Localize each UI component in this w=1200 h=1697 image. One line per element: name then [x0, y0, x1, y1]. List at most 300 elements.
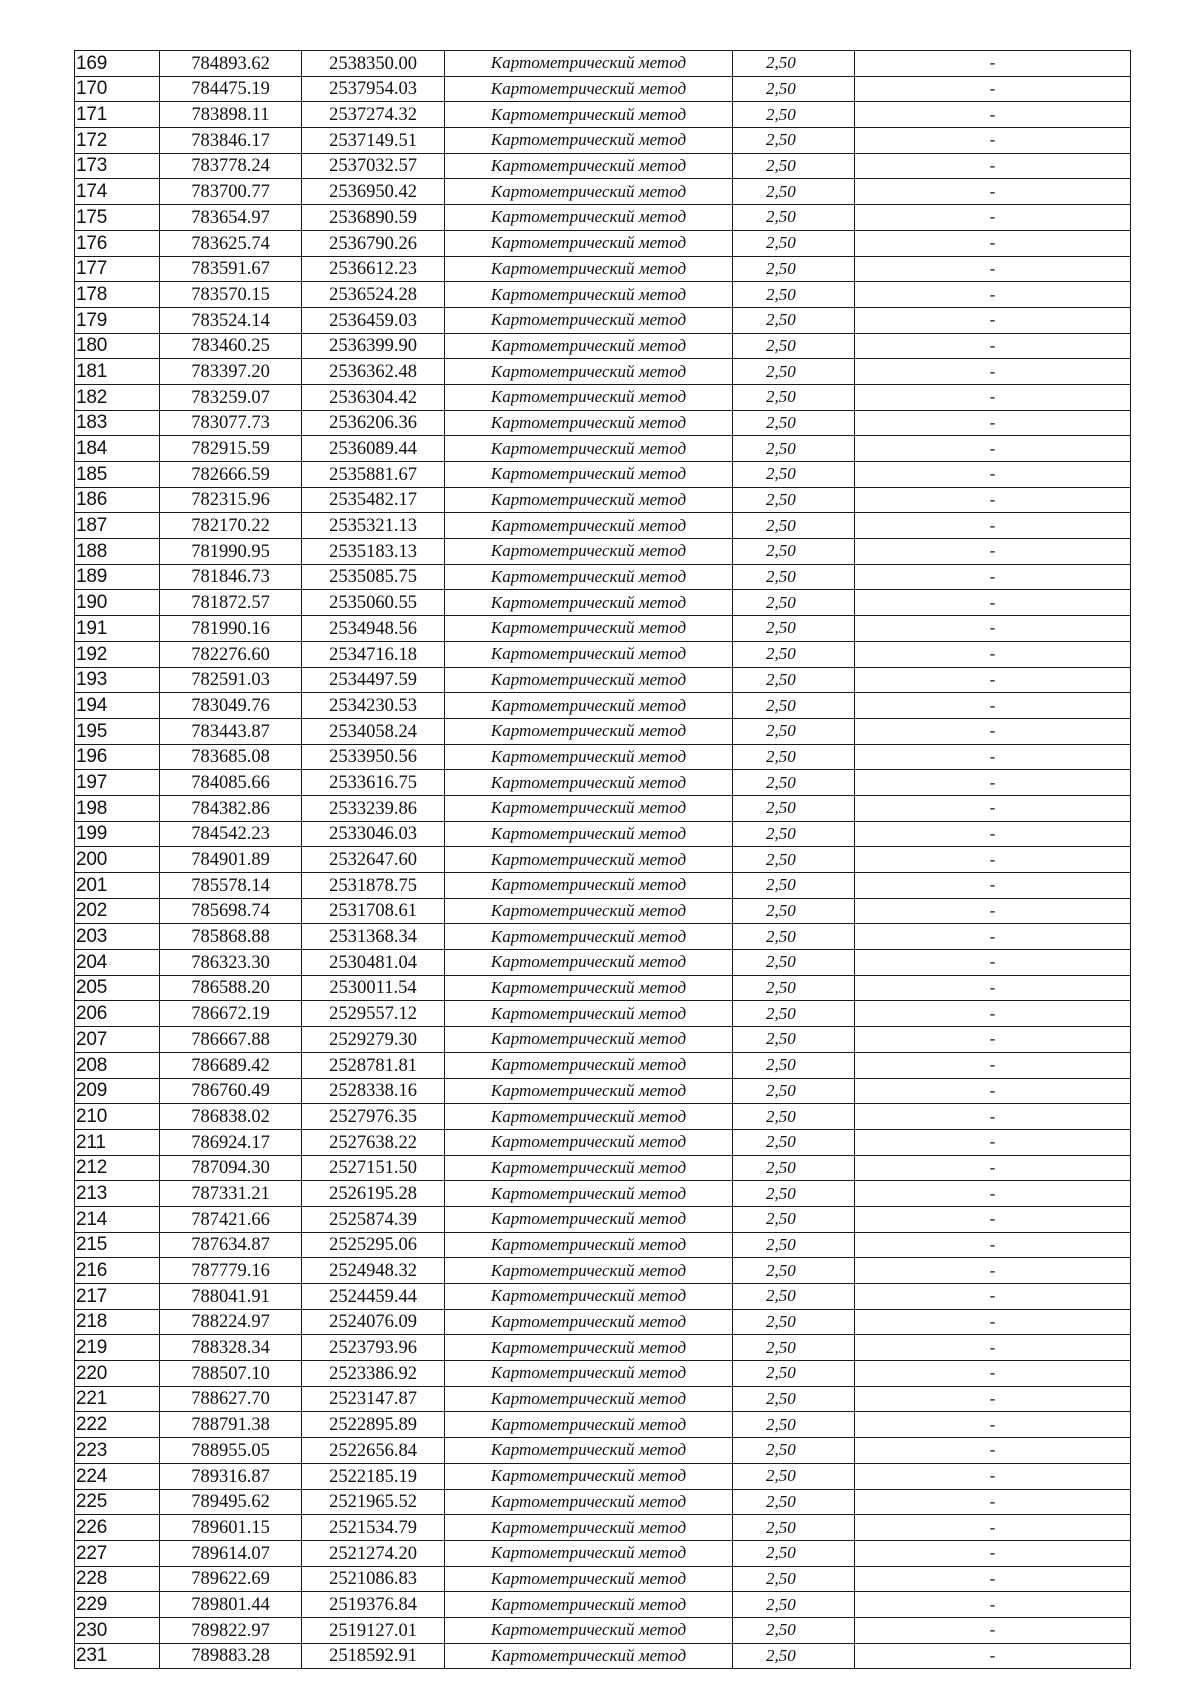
- x-coordinate-cell: 783570.15: [160, 282, 302, 308]
- description-cell: -: [855, 307, 1131, 333]
- accuracy-value-cell: 2,50: [733, 51, 855, 77]
- y-coordinate-cell: 2537954.03: [302, 76, 445, 102]
- determination-method-cell: Картометрический метод: [445, 821, 733, 847]
- x-coordinate-cell: 783460.25: [160, 333, 302, 359]
- y-coordinate-cell: 2534948.56: [302, 616, 445, 642]
- determination-method-cell: Картометрический метод: [445, 1592, 733, 1618]
- table-row: [75, 1052, 1131, 1078]
- determination-method-cell: Картометрический метод: [445, 1617, 733, 1643]
- table-row: [75, 128, 1131, 154]
- table-row: [75, 693, 1131, 719]
- accuracy-value-cell: 2,50: [733, 898, 855, 924]
- description-cell: -: [855, 898, 1131, 924]
- y-coordinate-cell: 2521534.79: [302, 1515, 445, 1541]
- point-number-cell: 178: [75, 282, 160, 308]
- y-coordinate-cell: 2536459.03: [302, 307, 445, 333]
- table-row: [75, 1155, 1131, 1181]
- y-coordinate-cell: 2536524.28: [302, 282, 445, 308]
- description-cell: -: [855, 179, 1131, 205]
- accuracy-value-cell: 2,50: [733, 1155, 855, 1181]
- y-coordinate-cell: 2522895.89: [302, 1412, 445, 1438]
- description-cell: -: [855, 539, 1131, 565]
- description-cell: -: [855, 410, 1131, 436]
- accuracy-value-cell: 2,50: [733, 1104, 855, 1130]
- accuracy-value-cell: 2,50: [733, 1489, 855, 1515]
- determination-method-cell: Картометрический метод: [445, 282, 733, 308]
- determination-method-cell: Картометрический метод: [445, 230, 733, 256]
- description-cell: -: [855, 590, 1131, 616]
- x-coordinate-cell: 787094.30: [160, 1155, 302, 1181]
- x-coordinate-cell: 783259.07: [160, 384, 302, 410]
- point-number-cell: 175: [75, 205, 160, 231]
- determination-method-cell: Картометрический метод: [445, 1463, 733, 1489]
- description-cell: -: [855, 718, 1131, 744]
- accuracy-value-cell: 2,50: [733, 76, 855, 102]
- description-cell: -: [855, 333, 1131, 359]
- y-coordinate-cell: 2533616.75: [302, 770, 445, 796]
- x-coordinate-cell: 786667.88: [160, 1027, 302, 1053]
- y-coordinate-cell: 2519376.84: [302, 1592, 445, 1618]
- x-coordinate-cell: 782276.60: [160, 641, 302, 667]
- description-cell: -: [855, 76, 1131, 102]
- x-coordinate-cell: 787421.66: [160, 1206, 302, 1232]
- table-row: [75, 770, 1131, 796]
- accuracy-value-cell: 2,50: [733, 616, 855, 642]
- point-number-cell: 196: [75, 744, 160, 770]
- x-coordinate-cell: 783685.08: [160, 744, 302, 770]
- x-coordinate-cell: 788627.70: [160, 1386, 302, 1412]
- y-coordinate-cell: 2530481.04: [302, 950, 445, 976]
- description-cell: -: [855, 256, 1131, 282]
- table-row: [75, 179, 1131, 205]
- x-coordinate-cell: 781990.16: [160, 616, 302, 642]
- y-coordinate-cell: 2523386.92: [302, 1361, 445, 1387]
- point-number-cell: 212: [75, 1155, 160, 1181]
- y-coordinate-cell: 2519127.01: [302, 1617, 445, 1643]
- accuracy-value-cell: 2,50: [733, 795, 855, 821]
- table-row: [75, 975, 1131, 1001]
- point-number-cell: 228: [75, 1566, 160, 1592]
- determination-method-cell: Картометрический метод: [445, 564, 733, 590]
- x-coordinate-cell: 783524.14: [160, 307, 302, 333]
- y-coordinate-cell: 2536790.26: [302, 230, 445, 256]
- determination-method-cell: Картометрический метод: [445, 51, 733, 77]
- determination-method-cell: Картометрический метод: [445, 1309, 733, 1335]
- y-coordinate-cell: 2533239.86: [302, 795, 445, 821]
- point-number-cell: 202: [75, 898, 160, 924]
- table-row: [75, 1617, 1131, 1643]
- description-cell: -: [855, 436, 1131, 462]
- determination-method-cell: Картометрический метод: [445, 179, 733, 205]
- accuracy-value-cell: 2,50: [733, 153, 855, 179]
- table-row: [75, 384, 1131, 410]
- determination-method-cell: Картометрический метод: [445, 1232, 733, 1258]
- description-cell: -: [855, 1027, 1131, 1053]
- determination-method-cell: Картометрический метод: [445, 1104, 733, 1130]
- determination-method-cell: Картометрический метод: [445, 1361, 733, 1387]
- x-coordinate-cell: 784901.89: [160, 847, 302, 873]
- description-cell: -: [855, 282, 1131, 308]
- description-cell: -: [855, 1258, 1131, 1284]
- table-row: [75, 76, 1131, 102]
- y-coordinate-cell: 2536950.42: [302, 179, 445, 205]
- y-coordinate-cell: 2535482.17: [302, 487, 445, 513]
- x-coordinate-cell: 782666.59: [160, 462, 302, 488]
- description-cell: -: [855, 359, 1131, 385]
- table-row: [75, 641, 1131, 667]
- x-coordinate-cell: 783077.73: [160, 410, 302, 436]
- x-coordinate-cell: 787779.16: [160, 1258, 302, 1284]
- point-number-cell: 210: [75, 1104, 160, 1130]
- table-row: [75, 873, 1131, 899]
- table-row: [75, 282, 1131, 308]
- determination-method-cell: Картометрический метод: [445, 1643, 733, 1669]
- point-number-cell: 201: [75, 873, 160, 899]
- description-cell: -: [855, 128, 1131, 154]
- table-row: [75, 102, 1131, 128]
- x-coordinate-cell: 782915.59: [160, 436, 302, 462]
- accuracy-value-cell: 2,50: [733, 641, 855, 667]
- determination-method-cell: Картометрический метод: [445, 384, 733, 410]
- point-number-cell: 214: [75, 1206, 160, 1232]
- table-row: [75, 1386, 1131, 1412]
- y-coordinate-cell: 2538350.00: [302, 51, 445, 77]
- accuracy-value-cell: 2,50: [733, 1438, 855, 1464]
- y-coordinate-cell: 2524948.32: [302, 1258, 445, 1284]
- accuracy-value-cell: 2,50: [733, 282, 855, 308]
- accuracy-value-cell: 2,50: [733, 744, 855, 770]
- y-coordinate-cell: 2537032.57: [302, 153, 445, 179]
- point-number-cell: 173: [75, 153, 160, 179]
- x-coordinate-cell: 786323.30: [160, 950, 302, 976]
- x-coordinate-cell: 782170.22: [160, 513, 302, 539]
- accuracy-value-cell: 2,50: [733, 1232, 855, 1258]
- description-cell: -: [855, 1052, 1131, 1078]
- point-number-cell: 208: [75, 1052, 160, 1078]
- x-coordinate-cell: 787331.21: [160, 1181, 302, 1207]
- determination-method-cell: Картометрический метод: [445, 256, 733, 282]
- determination-method-cell: Картометрический метод: [445, 205, 733, 231]
- point-number-cell: 169: [75, 51, 160, 77]
- y-coordinate-cell: 2536612.23: [302, 256, 445, 282]
- description-cell: -: [855, 1129, 1131, 1155]
- determination-method-cell: Картометрический метод: [445, 1515, 733, 1541]
- x-coordinate-cell: 789822.97: [160, 1617, 302, 1643]
- table-row: [75, 410, 1131, 436]
- table-row: [75, 1284, 1131, 1310]
- description-cell: -: [855, 770, 1131, 796]
- accuracy-value-cell: 2,50: [733, 179, 855, 205]
- y-coordinate-cell: 2522185.19: [302, 1463, 445, 1489]
- point-number-cell: 220: [75, 1361, 160, 1387]
- accuracy-value-cell: 2,50: [733, 1206, 855, 1232]
- table-row: [75, 51, 1131, 77]
- determination-method-cell: Картометрический метод: [445, 333, 733, 359]
- description-cell: -: [855, 1335, 1131, 1361]
- x-coordinate-cell: 783049.76: [160, 693, 302, 719]
- table-row: [75, 924, 1131, 950]
- description-cell: -: [855, 1001, 1131, 1027]
- y-coordinate-cell: 2534058.24: [302, 718, 445, 744]
- table-row: [75, 205, 1131, 231]
- accuracy-value-cell: 2,50: [733, 1027, 855, 1053]
- point-number-cell: 218: [75, 1309, 160, 1335]
- accuracy-value-cell: 2,50: [733, 1129, 855, 1155]
- accuracy-value-cell: 2,50: [733, 924, 855, 950]
- point-number-cell: 221: [75, 1386, 160, 1412]
- determination-method-cell: Картометрический метод: [445, 462, 733, 488]
- determination-method-cell: Картометрический метод: [445, 667, 733, 693]
- accuracy-value-cell: 2,50: [733, 1052, 855, 1078]
- y-coordinate-cell: 2536399.90: [302, 333, 445, 359]
- determination-method-cell: Картометрический метод: [445, 718, 733, 744]
- accuracy-value-cell: 2,50: [733, 128, 855, 154]
- point-number-cell: 204: [75, 950, 160, 976]
- y-coordinate-cell: 2528338.16: [302, 1078, 445, 1104]
- accuracy-value-cell: 2,50: [733, 487, 855, 513]
- determination-method-cell: Картометрический метод: [445, 641, 733, 667]
- determination-method-cell: Картометрический метод: [445, 616, 733, 642]
- accuracy-value-cell: 2,50: [733, 821, 855, 847]
- accuracy-value-cell: 2,50: [733, 1643, 855, 1669]
- table-row: [75, 1104, 1131, 1130]
- determination-method-cell: Картометрический метод: [445, 436, 733, 462]
- description-cell: -: [855, 1284, 1131, 1310]
- table-row: [75, 616, 1131, 642]
- x-coordinate-cell: 783700.77: [160, 179, 302, 205]
- x-coordinate-cell: 785868.88: [160, 924, 302, 950]
- accuracy-value-cell: 2,50: [733, 873, 855, 899]
- table-row: [75, 795, 1131, 821]
- determination-method-cell: Картометрический метод: [445, 1386, 733, 1412]
- table-row: [75, 153, 1131, 179]
- accuracy-value-cell: 2,50: [733, 1592, 855, 1618]
- x-coordinate-cell: 784382.86: [160, 795, 302, 821]
- y-coordinate-cell: 2535321.13: [302, 513, 445, 539]
- y-coordinate-cell: 2536206.36: [302, 410, 445, 436]
- determination-method-cell: Картометрический метод: [445, 744, 733, 770]
- description-cell: -: [855, 1309, 1131, 1335]
- point-number-cell: 193: [75, 667, 160, 693]
- table-row: [75, 1309, 1131, 1335]
- point-number-cell: 179: [75, 307, 160, 333]
- y-coordinate-cell: 2534716.18: [302, 641, 445, 667]
- point-number-cell: 209: [75, 1078, 160, 1104]
- point-number-cell: 224: [75, 1463, 160, 1489]
- description-cell: -: [855, 873, 1131, 899]
- point-number-cell: 180: [75, 333, 160, 359]
- accuracy-value-cell: 2,50: [733, 359, 855, 385]
- y-coordinate-cell: 2535060.55: [302, 590, 445, 616]
- point-number-cell: 192: [75, 641, 160, 667]
- accuracy-value-cell: 2,50: [733, 1463, 855, 1489]
- accuracy-value-cell: 2,50: [733, 950, 855, 976]
- x-coordinate-cell: 781872.57: [160, 590, 302, 616]
- coordinates-table-body: [75, 51, 1131, 1669]
- x-coordinate-cell: 783625.74: [160, 230, 302, 256]
- accuracy-value-cell: 2,50: [733, 1566, 855, 1592]
- table-row: [75, 462, 1131, 488]
- table-row: [75, 1489, 1131, 1515]
- description-cell: -: [855, 1592, 1131, 1618]
- point-number-cell: 194: [75, 693, 160, 719]
- point-number-cell: 183: [75, 410, 160, 436]
- accuracy-value-cell: 2,50: [733, 1078, 855, 1104]
- determination-method-cell: Картометрический метод: [445, 359, 733, 385]
- point-number-cell: 190: [75, 590, 160, 616]
- determination-method-cell: Картометрический метод: [445, 1206, 733, 1232]
- accuracy-value-cell: 2,50: [733, 1181, 855, 1207]
- y-coordinate-cell: 2523147.87: [302, 1386, 445, 1412]
- y-coordinate-cell: 2537274.32: [302, 102, 445, 128]
- determination-method-cell: Картометрический метод: [445, 1489, 733, 1515]
- description-cell: -: [855, 1386, 1131, 1412]
- x-coordinate-cell: 784475.19: [160, 76, 302, 102]
- x-coordinate-cell: 783846.17: [160, 128, 302, 154]
- coordinates-table: [74, 50, 1131, 1669]
- x-coordinate-cell: 789801.44: [160, 1592, 302, 1618]
- table-row: [75, 718, 1131, 744]
- description-cell: -: [855, 1540, 1131, 1566]
- accuracy-value-cell: 2,50: [733, 1412, 855, 1438]
- point-number-cell: 230: [75, 1617, 160, 1643]
- point-number-cell: 216: [75, 1258, 160, 1284]
- accuracy-value-cell: 2,50: [733, 256, 855, 282]
- table-row: [75, 1515, 1131, 1541]
- determination-method-cell: Картометрический метод: [445, 153, 733, 179]
- x-coordinate-cell: 789622.69: [160, 1566, 302, 1592]
- point-number-cell: 225: [75, 1489, 160, 1515]
- x-coordinate-cell: 788328.34: [160, 1335, 302, 1361]
- y-coordinate-cell: 2529279.30: [302, 1027, 445, 1053]
- table-row: [75, 307, 1131, 333]
- determination-method-cell: Картометрический метод: [445, 1052, 733, 1078]
- point-number-cell: 231: [75, 1643, 160, 1669]
- x-coordinate-cell: 782591.03: [160, 667, 302, 693]
- table-row: [75, 359, 1131, 385]
- accuracy-value-cell: 2,50: [733, 539, 855, 565]
- determination-method-cell: Картометрический метод: [445, 513, 733, 539]
- description-cell: -: [855, 821, 1131, 847]
- y-coordinate-cell: 2533950.56: [302, 744, 445, 770]
- accuracy-value-cell: 2,50: [733, 384, 855, 410]
- y-coordinate-cell: 2534230.53: [302, 693, 445, 719]
- determination-method-cell: Картометрический метод: [445, 1001, 733, 1027]
- determination-method-cell: Картометрический метод: [445, 1155, 733, 1181]
- point-number-cell: 182: [75, 384, 160, 410]
- table-row: [75, 436, 1131, 462]
- accuracy-value-cell: 2,50: [733, 230, 855, 256]
- x-coordinate-cell: 783654.97: [160, 205, 302, 231]
- description-cell: -: [855, 1515, 1131, 1541]
- point-number-cell: 215: [75, 1232, 160, 1258]
- table-row: [75, 821, 1131, 847]
- x-coordinate-cell: 781990.95: [160, 539, 302, 565]
- table-row: [75, 1566, 1131, 1592]
- x-coordinate-cell: 783591.67: [160, 256, 302, 282]
- description-cell: -: [855, 641, 1131, 667]
- point-number-cell: 188: [75, 539, 160, 565]
- determination-method-cell: Картометрический метод: [445, 102, 733, 128]
- description-cell: -: [855, 847, 1131, 873]
- description-cell: -: [855, 1617, 1131, 1643]
- description-cell: -: [855, 1643, 1131, 1669]
- y-coordinate-cell: 2525295.06: [302, 1232, 445, 1258]
- determination-method-cell: Картометрический метод: [445, 1540, 733, 1566]
- determination-method-cell: Картометрический метод: [445, 873, 733, 899]
- y-coordinate-cell: 2531368.34: [302, 924, 445, 950]
- x-coordinate-cell: 789601.15: [160, 1515, 302, 1541]
- point-number-cell: 191: [75, 616, 160, 642]
- y-coordinate-cell: 2536304.42: [302, 384, 445, 410]
- table-row: [75, 1232, 1131, 1258]
- table-row: [75, 487, 1131, 513]
- accuracy-value-cell: 2,50: [733, 847, 855, 873]
- table-row: [75, 667, 1131, 693]
- description-cell: -: [855, 384, 1131, 410]
- table-row: [75, 744, 1131, 770]
- table-row: [75, 564, 1131, 590]
- point-number-cell: 185: [75, 462, 160, 488]
- accuracy-value-cell: 2,50: [733, 667, 855, 693]
- determination-method-cell: Картометрический метод: [445, 76, 733, 102]
- table-row: [75, 256, 1131, 282]
- y-coordinate-cell: 2521965.52: [302, 1489, 445, 1515]
- determination-method-cell: Картометрический метод: [445, 1258, 733, 1284]
- table-row: [75, 1181, 1131, 1207]
- table-row: [75, 513, 1131, 539]
- y-coordinate-cell: 2532647.60: [302, 847, 445, 873]
- point-number-cell: 217: [75, 1284, 160, 1310]
- accuracy-value-cell: 2,50: [733, 1386, 855, 1412]
- y-coordinate-cell: 2533046.03: [302, 821, 445, 847]
- description-cell: -: [855, 1489, 1131, 1515]
- table-row: [75, 1206, 1131, 1232]
- accuracy-value-cell: 2,50: [733, 1515, 855, 1541]
- determination-method-cell: Картометрический метод: [445, 1181, 733, 1207]
- accuracy-value-cell: 2,50: [733, 333, 855, 359]
- accuracy-value-cell: 2,50: [733, 410, 855, 436]
- x-coordinate-cell: 786672.19: [160, 1001, 302, 1027]
- table-row: [75, 1592, 1131, 1618]
- description-cell: -: [855, 487, 1131, 513]
- table-row: [75, 333, 1131, 359]
- determination-method-cell: Картометрический метод: [445, 1027, 733, 1053]
- accuracy-value-cell: 2,50: [733, 1001, 855, 1027]
- table-row: [75, 539, 1131, 565]
- x-coordinate-cell: 783443.87: [160, 718, 302, 744]
- description-cell: -: [855, 1412, 1131, 1438]
- determination-method-cell: Картометрический метод: [445, 307, 733, 333]
- y-coordinate-cell: 2536890.59: [302, 205, 445, 231]
- description-cell: -: [855, 153, 1131, 179]
- point-number-cell: 200: [75, 847, 160, 873]
- point-number-cell: 199: [75, 821, 160, 847]
- determination-method-cell: Картометрический метод: [445, 1335, 733, 1361]
- description-cell: -: [855, 564, 1131, 590]
- description-cell: -: [855, 616, 1131, 642]
- table-row: [75, 1027, 1131, 1053]
- x-coordinate-cell: 788791.38: [160, 1412, 302, 1438]
- determination-method-cell: Картометрический метод: [445, 1284, 733, 1310]
- y-coordinate-cell: 2536089.44: [302, 436, 445, 462]
- point-number-cell: 203: [75, 924, 160, 950]
- point-number-cell: 222: [75, 1412, 160, 1438]
- y-coordinate-cell: 2523793.96: [302, 1335, 445, 1361]
- accuracy-value-cell: 2,50: [733, 590, 855, 616]
- y-coordinate-cell: 2525874.39: [302, 1206, 445, 1232]
- accuracy-value-cell: 2,50: [733, 718, 855, 744]
